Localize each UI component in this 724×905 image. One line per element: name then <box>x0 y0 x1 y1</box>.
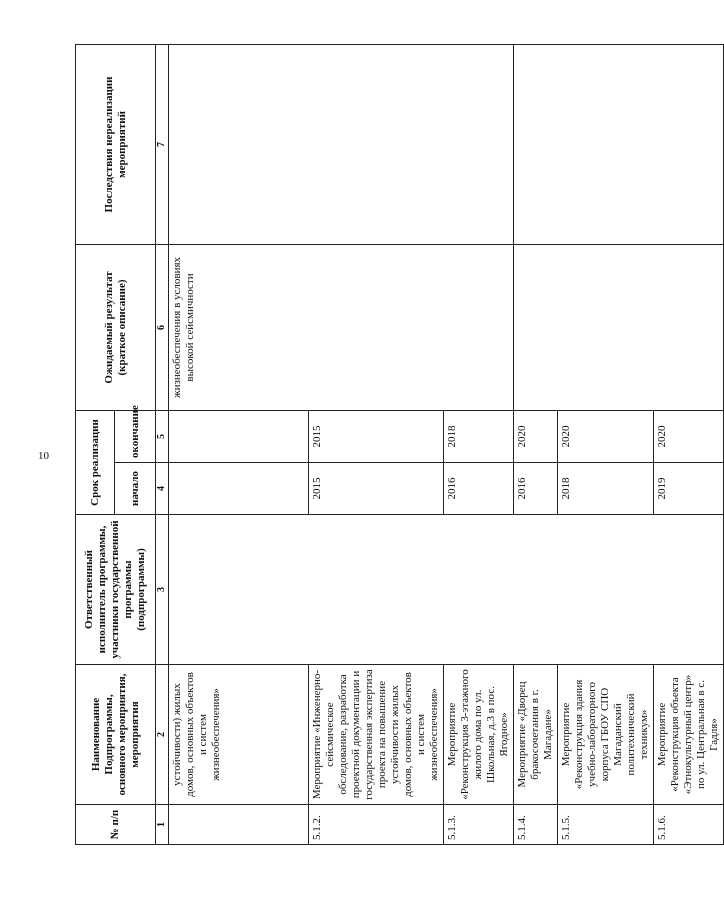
row-end <box>169 410 309 462</box>
row-start: 2018 <box>558 463 654 515</box>
row-result: жизнеобеспечения в условиях высокой сейсмичности <box>169 244 514 410</box>
header-end: окончание <box>115 410 156 462</box>
row-name: Мероприятие «Реконструкция объекта «Этнокультурный центр» по ул. Центральная в с. Гадля» <box>654 665 724 805</box>
col-number-3: 3 <box>156 515 169 665</box>
row-num: 5.1.6. <box>654 805 724 845</box>
row-name: Мероприятие «Реконструкция 3-этажного жилого дома по ул. Школьная, д.3 в пос. Ягодное» <box>444 665 514 805</box>
row-start: 2015 <box>309 463 444 515</box>
row-num: 5.1.5. <box>558 805 654 845</box>
header-num: № п/п <box>76 805 156 845</box>
col-number-6: 6 <box>156 244 169 410</box>
header-name: Наименование Подпрограммы, основного мероприятия, мероприятия <box>76 665 156 805</box>
table-row <box>514 44 558 844</box>
row-num: 5.1.3. <box>444 805 514 845</box>
row-end: 2020 <box>514 410 558 462</box>
header-term: Срок реализации <box>76 410 115 514</box>
header-start: начало <box>115 463 156 515</box>
row-start: 2016 <box>514 463 558 515</box>
column-numbers-row <box>156 44 169 844</box>
row-end: 2018 <box>444 410 514 462</box>
page-number: 10 <box>38 450 49 462</box>
row-start: 2016 <box>444 463 514 515</box>
row-start: 2019 <box>654 463 724 515</box>
header-result: Ожидаемый результат (краткое описание) <box>76 244 156 410</box>
row-num: 5.1.2. <box>309 805 444 845</box>
row-name: Мероприятие «Дворец бракосочетания в г. Магадане» <box>514 665 558 805</box>
col-number-2: 2 <box>156 665 169 805</box>
col-number-1: 1 <box>156 805 169 845</box>
row-consequences <box>514 44 724 244</box>
col-number-7: 7 <box>156 44 169 244</box>
header-row-1 <box>76 44 115 844</box>
row-num <box>169 805 309 845</box>
row-end: 2020 <box>654 410 724 462</box>
row-consequences <box>169 44 514 244</box>
row-num: 5.1.4. <box>514 805 558 845</box>
header-executor: Ответственный исполнитель программы, участники государственной программы (подпрограммы) <box>76 515 156 665</box>
row-end: 2015 <box>309 410 444 462</box>
program-table <box>75 44 724 845</box>
row-result <box>514 244 724 410</box>
row-name: Мероприятие «Инженерно-сейсмическое обследование, разработка проектной документации и государственная экспертиза проекта на повышение устойчивости жилых домов, основных объектов и систем жизнеобеспечения» <box>309 665 444 805</box>
table-row <box>169 44 309 844</box>
row-end: 2020 <box>558 410 654 462</box>
rotated-table-wrapper <box>75 45 720 845</box>
row-executor <box>169 515 724 665</box>
row-name: устойчивости) жилых домов, основных объектов и систем жизнеобеспечения» <box>169 665 309 805</box>
row-name: Мероприятие «Реконструкция здания учебно-лабораторного корпуса ГБОУ СПО Магаданский политехнический техникум» <box>558 665 654 805</box>
col-number-5: 5 <box>156 410 169 462</box>
header-consequences: Последствия нереализации мероприятий <box>76 44 156 244</box>
col-number-4: 4 <box>156 463 169 515</box>
row-start <box>169 463 309 515</box>
